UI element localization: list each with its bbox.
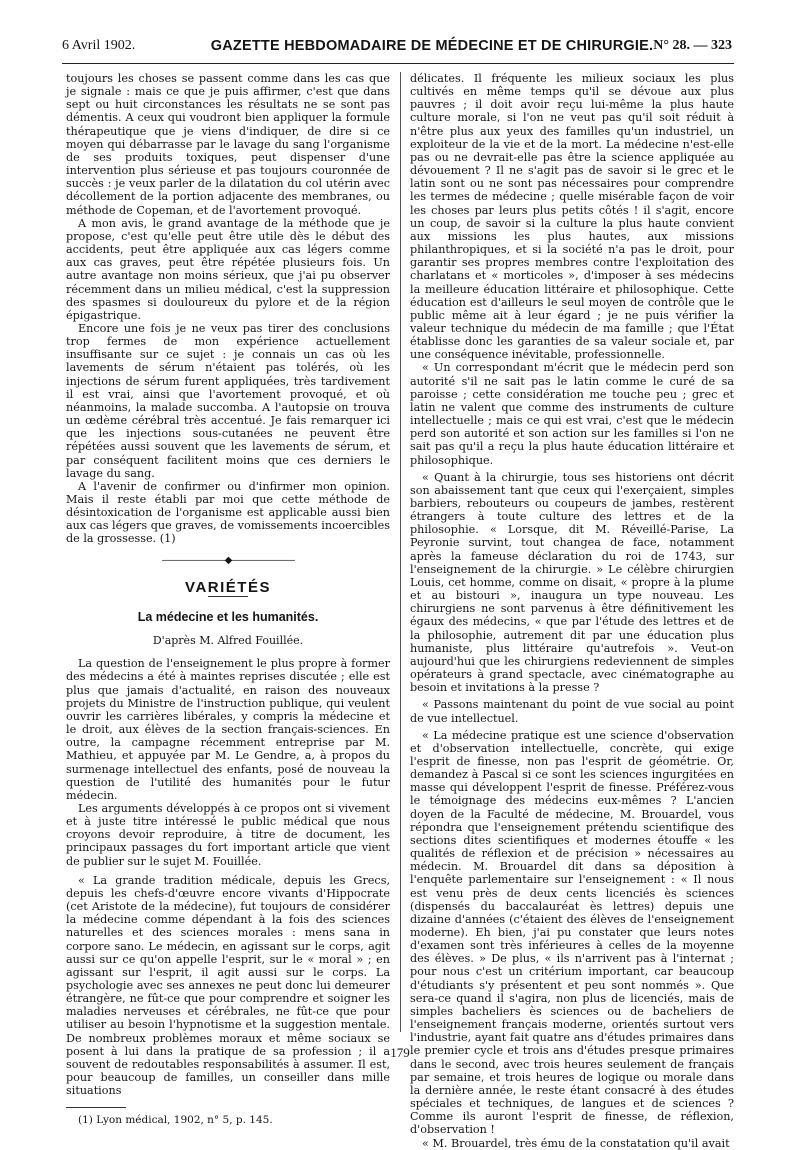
article-byline: D'après M. Alfred Fouillée. [152,634,304,648]
paragraph: « La médecine pratique est une science d'observation et d'observation intellectuelle, concrète, qui exige l'esprit de finesse, non pas l'esprit de géométrie. Or, demandez à Pascal si ce sont les sciences ingurgitées en masse qui développent l'esprit de finesse. Préférez-vous le témoignage des médecins eux-mêmes ? L'ancien doyen de la Faculté de médecine, M. Brouardel, vous répondra que l'enseignement prétendu scientifique des sections dites scientifiques et modernes étouffe « les qualités de réflexion et de précision » nécessaires au médecin. M. Brouardel dit dans sa déposition à l'enquête parlementaire sur l'enseignement : « Il nous est venu près de deux cents licenciés ès sciences (dispensés du baccalauréat ès lettres) depuis une dizaine d'années (c'étaient des élèves de l'enseignement moderne). Eh bien, j'ai pu constater que leurs notes d'examen sont très inférieures à celles de la moyenne des élèves. » De plus, « ils n'arrivent pas à l'internat ; pour nous c'est un critérium important, car beaucoup d'étudiants s'y présentent et peu sont nommés ». Que sera-ce quand il s'agira, non plus de licenciés, mais de simples bacheliers ès sciences ou de bacheliers de l'enseignement français moderne, orientés surtout vers l'industrie, ayant fait quatre ans d'études primaires dans le premier cycle et trois ans d'études presque primaires dans le second, avec trois heures seulement de français par semaine, et trois heures de logique ou morale dans la dernière année, le reste étant consacré à des études spéciales et techniques, de langues et de sciences ? Comme ils auront l'esprit de finesse, de réflexion, d'observation ! [410,728,734,1137]
header-date: 6 Avril 1902. [62,38,136,53]
paragraph: « Un correspondant m'écrit que le médecin perd son autorité s'il ne sait pas le latin comme le curé de sa paroisse ; cette considération me touche peu ; grec et latin ne valent que comme des instruments de culture intellectuelle ; mais ce qui est vrai, c'est que le médecin perd son autorité et son action sur les familles si l'on ne sait pas qu'il a reçu la plus haute éducation littéraire et philosophique. [410,361,734,467]
paragraph: Encore une fois je ne veux pas tirer des conclusions trop fermes de mon expérience actuellement insuffisante sur ce sujet : je connais un cas où les lavements de sérum n'étaient pas tolérés, où les injections de sérum furent appliquées, très tardivement il est vrai, ainsi que l'avortement provoqué, et où néanmoins, la malade succomba. A l'autopsie on trouva un œdème cérébral très accentué. Je fais remarquer ici que les injections sous-cutanées ne peuvent être répétées aussi souvent que les lavements de sérum, et par conséquent facilitent moins que ces derniers le lavage du sang. [66,321,390,480]
paragraph: « M. Brouardel, très ému de la constatation qu'il avait [422,1136,730,1150]
paragraph: « Passons maintenant du point de vue social au point de vue intellectuel. [410,698,734,725]
issue-page-number: N° 28. — 323 [653,38,732,53]
paragraph: délicates. Il fréquente les milieux sociaux les plus cultivés en même temps qu'il se dévoue aux plus pauvres ; il doit avoir reçu lui-même la plus haute culture morale, si l'on ne veut pas qu'il soit réduit à n'être plus aux yeux des familles qu'un industriel, un exploiteur de la vie et de la mort. La médecine n'est-elle pas ou ne devrait-elle pas être la science appliquée au dévouement ? Il ne s'agit pas de savoir si le grec et le latin sont ou ne sont pas nécessaires pour comprendre les termes de médecine ; quelle misérable façon de voir les choses par leurs plus petits côtés ! il s'agit, encore un coup, de savoir si la culture la plus haute convient aux missions les plus hautes, aux missions philanthropiques, et si la société n'a pas le droit, pour garantir ses propres membres contre l'exploitation des charlatans et « morticoles », d'imposer à ses médecins la meilleure éducation littéraire et philosophique. Cette éducation est d'ailleurs le seul moyen de contrôle que le public même ait à leur égard ; je ne puis vérifier la valeur technique du médecin de ma famille ; que l'État établisse donc les garanties de sa valeur sociale et, par une conséquence inévitable, professionnelle. [410,72,734,362]
footnote: (1) Lyon médical, 1902, n° 5, p. 145. [78,1114,273,1127]
ornament-divider: ———————◆——————— [161,554,295,566]
paragraph: Les arguments développés à ce propos ont si vivement et à juste titre intéressé le public médical que nous croyons devoir reproduire, à titre de document, les principaux passages du fort important article que vient de publier sur le sujet M. Fouillée. [66,801,390,868]
left-column [66,72,390,1128]
section-rule [208,596,248,597]
paragraph: A mon avis, le grand avantage de la méthode que je propose, c'est qu'elle peut être utile dès le début des accidents, peut être appliquée aux cas légers comme aux cas graves, peut être répétée plusieurs fois. Un autre avantage non moins sérieux, que j'ai pu observer récemment dans un milieu médical, c'est la suppression des spasmes si douloureux du pylore et de la région épigastrique. [66,216,390,322]
header-rule [62,63,734,64]
folio-number: 179 [390,1045,410,1060]
paragraph: A l'avenir de confirmer ou d'infirmer mon opinion. Mais il reste établi par moi que cette méthode de désintoxication de l'organisme est applicable aussi bien aux cas légers que graves, de vomissements incoercibles de la grossesse. (1) [66,479,390,546]
right-column [410,72,734,1150]
running-header [62,38,732,58]
paragraph: « La grande tradition médicale, depuis les Grecs, depuis les chefs-d'œuvre encore vivants d'Hippocrate (cet Aristote de la médecine), fut toujours de considérer la médecine comme dépendant à la fois des sciences naturelles et des sciences morales : mens sana in corpore sano. Le médecin, en agissant sur le corps, agit aussi sur ce qu'on appelle l'esprit, sur le « moral » ; en agissant sur l'esprit, il agit aussi sur le corps. La psychologie avec ses annexes ne peut donc lui demeurer étrangère, ne fût-ce que pour comprendre et soigner les maladies nerveuses et cérébrales, ne fût-ce que pour utiliser au besoin l'hypnotisme et la suggestion mentale. De nombreux problèmes moraux et même sociaux se posent à lui dans la pratique de sa profession ; il a souvent de redoutables responsabilités à assumer. Il est, pour beaucoup de familles, un conseiller dans mille situations [66,873,390,1098]
paragraph: « Quant à la chirurgie, tous ses historiens ont décrit son abaissement tant que ceux qui l'exerçaient, simples barbiers, rebouteurs ou coupeurs de jambes, restèrent étrangers à toute culture des lettres et de la philosophie. « Lorsque, dit M. Réveillé-Parise, La Peyronie survint, tout changea de face, notamment après la fameuse déclaration du roi de 1743, sur l'enseignement de la chirurgie. » Le célèbre chirurgien Louis, cet homme, comme on disait, « propre à la plume et au bistouri », inaugura un type nouveau. Les chirurgiens ne sont parvenus à être définitivement les égaux des médecins, « que par l'étude des lettres et de la philosophie, autrement dit par une éducation plus humaniste, plus littéraire qu'autrefois ». Veut-on aujourd'hui que les chirurgiens redeviennent de simples opérateurs à grand spectacle, avec cinématographe au besoin et invitations à la presse ? [410,470,734,695]
paragraph: La question de l'enseignement le plus propre à former des médecins a été à maintes reprises discutée ; elle est plus que jamais d'actualité, en raison des nouveaux projets du Ministre de l'instruction publique, qui veulent ouvrir les carrières libérales, y compris la médecine et le droit, aux élèves de la section français-sciences. En outre, la campagne récemment entreprise par M. Mathieu, et appuyée par M. Le Gendre, a, à propos du surmenage intellectuel des enfants, posé de nouveau la question de l'utilité des humanités pour le futur médecin. [66,657,390,802]
paragraph: toujours les choses se passent comme dans les cas que je signale : mais ce que je puis affirmer, c'est que dans sept ou huit circonstances les résultats ne se sont pas démentis. A ceux qui voudront bien appliquer la formule thérapeutique que je viens d'indiquer, de dire si ce moyen qui débarrasse par le lavage du sang l'organisme de ses produits toxiques, peut dispenser d'une intervention plus sérieuse et pas toujours couronnée de succès : je veux parler de la dilatation du col utérin avec décollement de la portion adjacente des membranes, ou méthode de Copeman, et de l'avortement provoqué. [66,72,390,217]
article-title: La médecine et les humanités. [137,609,319,624]
footnote-rule [66,1107,126,1108]
section-heading: VARIÉTÉS [185,578,271,596]
column-divider [400,72,401,1032]
journal-title: GAZETTE HEBDOMADAIRE DE MÉDECINE ET DE CHIRURGIE. [210,38,654,54]
